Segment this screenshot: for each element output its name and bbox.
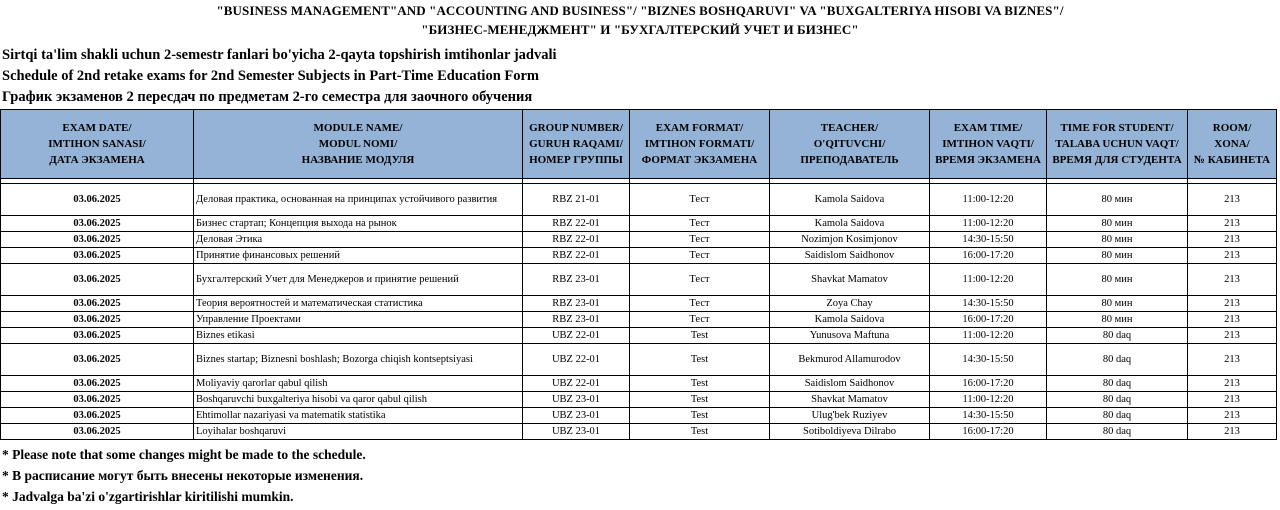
schedule-subtitles (0, 45, 1280, 108)
time-cell: 11:00-12:20 (930, 216, 1047, 232)
note-uz: * Jadvalga ba'zi o'zgartirishlar kiritilishi mumkin. (2, 489, 294, 504)
group-cell: RBZ 22-01 (523, 248, 630, 264)
column-header-line: НОМЕР ГРУППЫ (529, 154, 623, 166)
time-cell: 16:00-17:20 (930, 424, 1047, 440)
time-cell: 14:30-15:50 (930, 296, 1047, 312)
format-cell: Тест (630, 264, 770, 296)
student-time-cell: 80 мин (1047, 264, 1188, 296)
room-cell: 213 (1188, 232, 1277, 248)
column-header-teacher (770, 110, 930, 179)
column-header-exam-date (1, 110, 194, 179)
teacher-cell: Kamola Saidova (770, 216, 930, 232)
format-cell: Test (630, 376, 770, 392)
room-cell: 213 (1188, 376, 1277, 392)
date-cell: 03.06.2025 (1, 264, 194, 296)
column-header-module-name (194, 110, 523, 179)
module-cell: Бухгалтерский Учет для Менеджеров и принятие решений (194, 264, 523, 296)
format-cell: Test (630, 392, 770, 408)
module-cell: Деловая Этика (194, 232, 523, 248)
room-cell: 213 (1188, 392, 1277, 408)
column-header-exam-time (930, 110, 1047, 179)
time-cell: 11:00-12:20 (930, 264, 1047, 296)
room-cell: 213 (1188, 344, 1277, 376)
column-header-line: TALABA UCHUN VAQT/ (1055, 138, 1179, 150)
column-header-line: ДАТА ЭКЗАМЕНА (49, 154, 145, 166)
group-cell: UBZ 22-01 (523, 376, 630, 392)
column-header-line: ПРЕПОДАВАТЕЛЬ (800, 154, 899, 166)
module-cell: Loyihalar boshqaruvi (194, 424, 523, 440)
date-cell: 03.06.2025 (1, 184, 194, 216)
teacher-cell: Nozimjon Kosimjonov (770, 232, 930, 248)
module-cell: Принятие финансовых решений (194, 248, 523, 264)
teacher-cell: Bekmurod Allamurodov (770, 344, 930, 376)
column-header-line: O'QITUVCHI/ (813, 138, 886, 150)
student-time-cell: 80 daq (1047, 392, 1188, 408)
student-time-cell: 80 мин (1047, 232, 1188, 248)
column-header-line: IMTIHON SANASI/ (48, 138, 146, 150)
date-cell: 03.06.2025 (1, 296, 194, 312)
module-cell: Boshqaruvchi buxgalteriya hisobi va qaror qabul qilish (194, 392, 523, 408)
room-cell: 213 (1188, 328, 1277, 344)
format-cell: Test (630, 408, 770, 424)
module-cell: Biznes startap; Biznesni boshlash; Bozorga chiqish kontseptsiyasi (194, 344, 523, 376)
table-row (1, 216, 1277, 232)
table-header-row (1, 110, 1277, 179)
date-cell: 03.06.2025 (1, 376, 194, 392)
date-cell: 03.06.2025 (1, 392, 194, 408)
column-header-line: TEACHER/ (820, 122, 879, 134)
student-time-cell: 80 мин (1047, 216, 1188, 232)
date-cell: 03.06.2025 (1, 232, 194, 248)
group-cell: RBZ 23-01 (523, 312, 630, 328)
format-cell: Тест (630, 296, 770, 312)
time-cell: 16:00-17:20 (930, 312, 1047, 328)
group-cell: UBZ 23-01 (523, 424, 630, 440)
student-time-cell: 80 daq (1047, 408, 1188, 424)
table-body (1, 179, 1277, 440)
room-cell: 213 (1188, 424, 1277, 440)
column-header-line: XONA/ (1214, 138, 1250, 150)
format-cell: Тест (630, 312, 770, 328)
group-cell: RBZ 23-01 (523, 264, 630, 296)
group-cell: RBZ 22-01 (523, 216, 630, 232)
room-cell: 213 (1188, 264, 1277, 296)
date-cell: 03.06.2025 (1, 344, 194, 376)
format-cell: Тест (630, 184, 770, 216)
note-ru: * В расписание могут быть внесены некоторые изменения. (2, 468, 364, 483)
column-header-exam-format (630, 110, 770, 179)
teacher-cell: Kamola Saidova (770, 312, 930, 328)
time-cell: 16:00-17:20 (930, 248, 1047, 264)
column-header-line: № КАБИНЕТА (1193, 154, 1271, 166)
column-header-line: ВРЕМЯ ДЛЯ СТУДЕНТА (1052, 154, 1182, 166)
table-row (1, 264, 1277, 296)
column-header-group-number (523, 110, 630, 179)
module-cell: Управление Проектами (194, 312, 523, 328)
group-cell: RBZ 21-01 (523, 184, 630, 216)
format-cell: Тест (630, 216, 770, 232)
table-row (1, 184, 1277, 216)
column-header-line: TIME FOR STUDENT/ (1060, 122, 1174, 134)
date-cell: 03.06.2025 (1, 216, 194, 232)
teacher-cell: Shavkat Mamatov (770, 264, 930, 296)
time-cell: 14:30-15:50 (930, 232, 1047, 248)
format-cell: Test (630, 328, 770, 344)
column-header-line: EXAM DATE/ (62, 122, 132, 134)
note-en: * Please note that some changes might be made to the schedule. (2, 447, 366, 462)
room-cell: 213 (1188, 296, 1277, 312)
room-cell: 213 (1188, 216, 1277, 232)
group-cell: UBZ 22-01 (523, 328, 630, 344)
room-cell: 213 (1188, 184, 1277, 216)
time-cell: 16:00-17:20 (930, 376, 1047, 392)
module-cell: Moliyaviy qarorlar qabul qilish (194, 376, 523, 392)
table-row (1, 312, 1277, 328)
teacher-cell: Sotiboldiyeva Dilrabo (770, 424, 930, 440)
document-header (0, 2, 1280, 38)
group-cell: UBZ 23-01 (523, 392, 630, 408)
module-cell: Теория вероятностей и математическая статистика (194, 296, 523, 312)
group-cell: RBZ 23-01 (523, 296, 630, 312)
exam-schedule-table (0, 109, 1277, 440)
time-cell: 11:00-12:20 (930, 328, 1047, 344)
student-time-cell: 80 daq (1047, 424, 1188, 440)
group-cell: UBZ 22-01 (523, 344, 630, 376)
student-time-cell: 80 мин (1047, 312, 1188, 328)
column-header-student-time (1047, 110, 1188, 179)
student-time-cell: 80 daq (1047, 328, 1188, 344)
format-cell: Test (630, 424, 770, 440)
group-cell: RBZ 22-01 (523, 232, 630, 248)
module-cell: Biznes etikasi (194, 328, 523, 344)
teacher-cell: Shavkat Mamatov (770, 392, 930, 408)
room-cell: 213 (1188, 248, 1277, 264)
module-cell: Ehtimollar nazariyasi va matematik statistika (194, 408, 523, 424)
format-cell: Тест (630, 248, 770, 264)
column-header-line: MODULE NAME/ (313, 122, 403, 134)
column-header-line: IMTIHON VAQTI/ (942, 138, 1034, 150)
column-header-line: EXAM TIME/ (953, 122, 1023, 134)
column-header-line: GROUP NUMBER/ (529, 122, 623, 134)
group-cell: UBZ 23-01 (523, 408, 630, 424)
date-cell: 03.06.2025 (1, 248, 194, 264)
student-time-cell: 80 daq (1047, 376, 1188, 392)
table-row (1, 328, 1277, 344)
column-header-line: НАЗВАНИЕ МОДУЛЯ (301, 154, 415, 166)
teacher-cell: Ulug'bek Ruziyev (770, 408, 930, 424)
date-cell: 03.06.2025 (1, 424, 194, 440)
teacher-cell: Kamola Saidova (770, 184, 930, 216)
header-title-line-2: "БИЗНЕС-МЕНЕДЖМЕНТ" И "БУХГАЛТЕРСКИЙ УЧЕТ И БИЗНЕС" (421, 22, 859, 37)
student-time-cell: 80 daq (1047, 344, 1188, 376)
module-cell: Деловая практика, основанная на принципах устойчивого развития (194, 184, 523, 216)
subtitle-uz: Sirtqi ta'lim shakli uchun 2-semestr fanlari bo'yicha 2-qayta topshirish imtihonlar jadvali (2, 47, 557, 63)
module-cell: Бизнес стартап; Концепция выхода на рынок (194, 216, 523, 232)
room-cell: 213 (1188, 408, 1277, 424)
room-cell: 213 (1188, 312, 1277, 328)
subtitle-ru: График экзаменов 2 пересдач по предметам 2-го семестра для заочного обучения (2, 89, 533, 105)
date-cell: 03.06.2025 (1, 408, 194, 424)
student-time-cell: 80 мин (1047, 184, 1188, 216)
time-cell: 11:00-12:20 (930, 392, 1047, 408)
table-row (1, 344, 1277, 376)
time-cell: 14:30-15:50 (930, 408, 1047, 424)
teacher-cell: Zoya Chay (770, 296, 930, 312)
column-header-line: IMTIHON FORMATI/ (644, 138, 755, 150)
date-cell: 03.06.2025 (1, 328, 194, 344)
table-row (1, 376, 1277, 392)
column-header-line: MODUL NOMI/ (318, 138, 398, 150)
column-header-line: GURUH RAQAMI/ (529, 138, 623, 150)
column-header-line: ROOM/ (1212, 122, 1252, 134)
table-row (1, 248, 1277, 264)
teacher-cell: Saidislom Saidhonov (770, 248, 930, 264)
student-time-cell: 80 мин (1047, 248, 1188, 264)
table-row (1, 424, 1277, 440)
table-row (1, 296, 1277, 312)
column-header-room (1188, 110, 1277, 179)
format-cell: Test (630, 344, 770, 376)
teacher-cell: Yunusova Maftuna (770, 328, 930, 344)
schedule-notes (0, 444, 1280, 507)
subtitle-en: Schedule of 2nd retake exams for 2nd Semester Subjects in Part-Time Education Form (2, 68, 540, 84)
table-row (1, 392, 1277, 408)
student-time-cell: 80 мин (1047, 296, 1188, 312)
teacher-cell: Saidislom Saidhonov (770, 376, 930, 392)
table-row (1, 232, 1277, 248)
column-header-line: EXAM FORMAT/ (655, 122, 744, 134)
date-cell: 03.06.2025 (1, 312, 194, 328)
column-header-line: ФОРМАТ ЭКЗАМЕНА (641, 154, 758, 166)
format-cell: Тест (630, 232, 770, 248)
header-title-line-1: "BUSINESS MANAGEMENT"AND "ACCOUNTING AND BUSINESS"/ "BIZNES BOSHQARUVI" VA "BUXGALTERIYA HISOBI VA BIZNES"/ (216, 3, 1064, 18)
time-cell: 11:00-12:20 (930, 184, 1047, 216)
time-cell: 14:30-15:50 (930, 344, 1047, 376)
column-header-line: ВРЕМЯ ЭКЗАМЕНА (935, 154, 1041, 166)
table-row (1, 408, 1277, 424)
